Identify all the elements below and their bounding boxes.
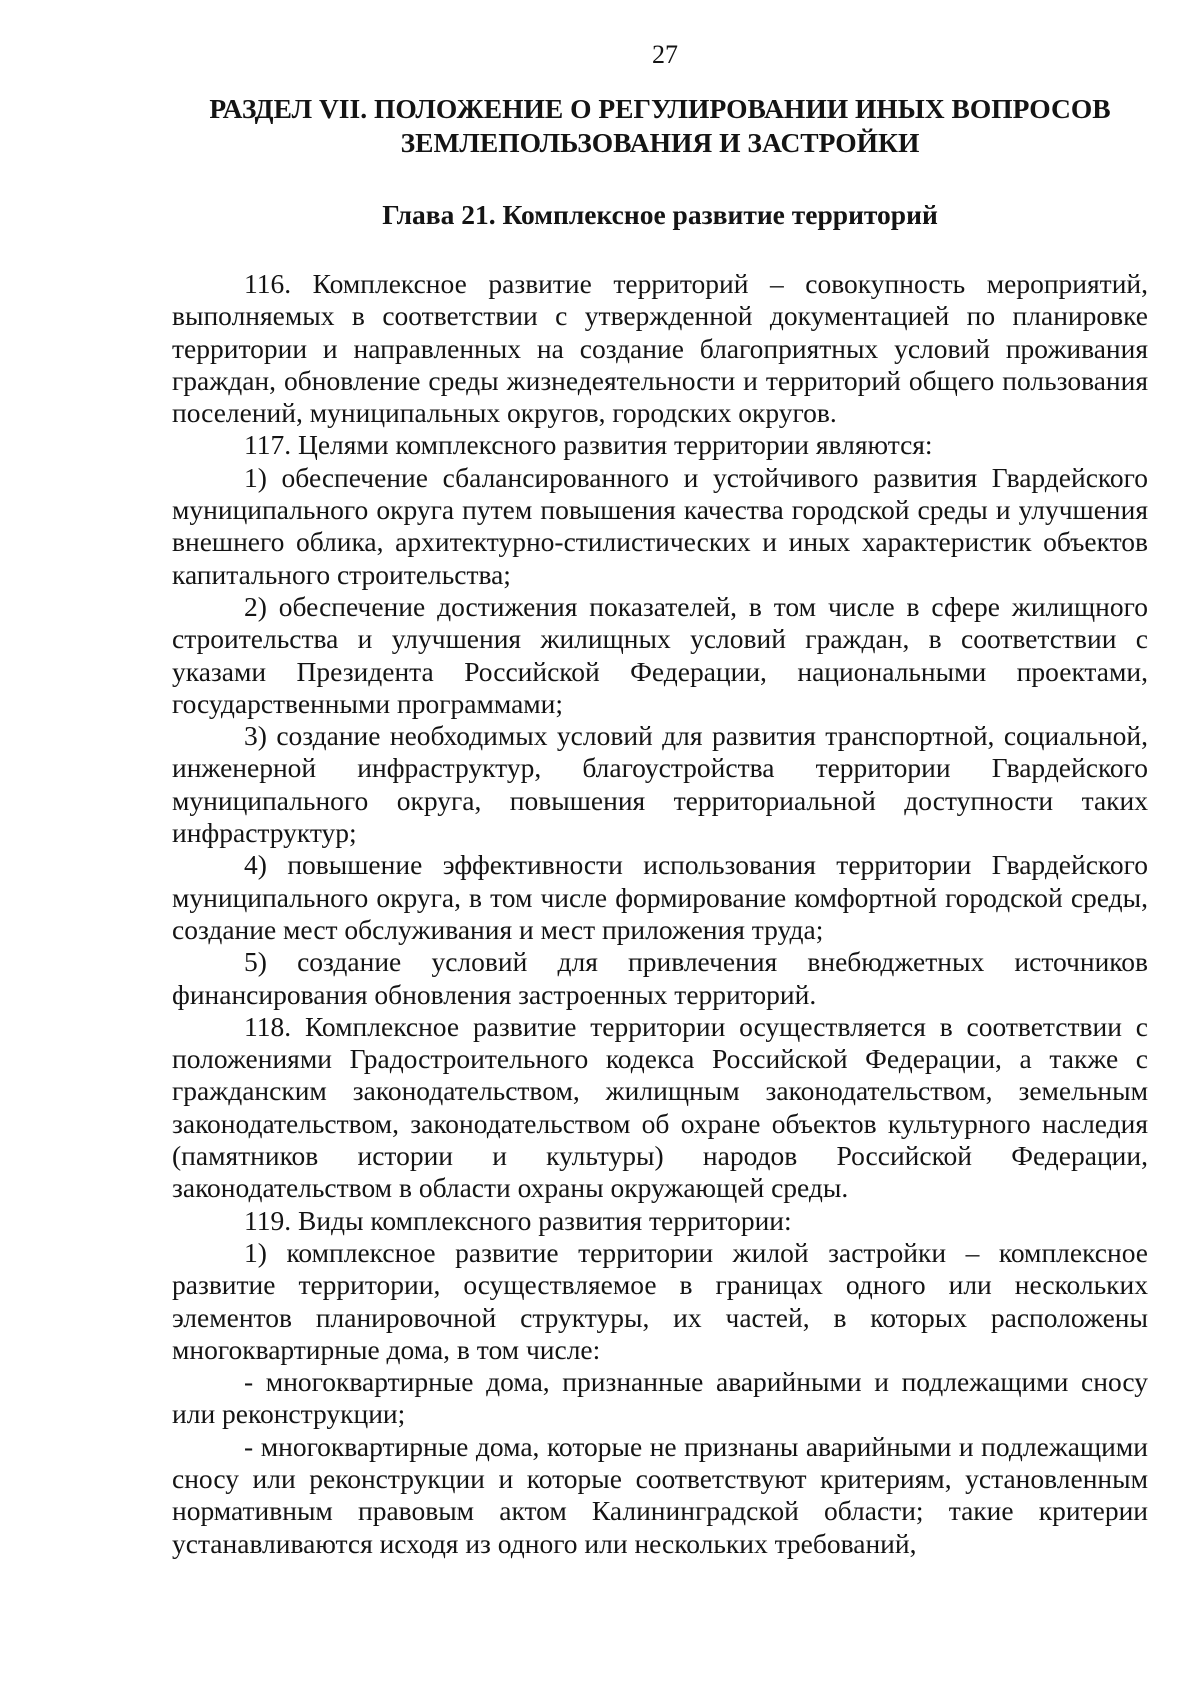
section-title-line-1: РАЗДЕЛ VII. ПОЛОЖЕНИЕ О РЕГУЛИРОВАНИИ ИНЫХ ВОПРОСОВ <box>209 93 1111 124</box>
dash-item-1: - многоквартирные дома, признанные аварийными и подлежащими сносу или реконструкции; <box>172 1366 1148 1430</box>
list-item-117-2: 2) обеспечение достижения показателей, в том числе в сфере жилищного строительства и улучшения жилищных условий граждан, в соответствии с указами Президента Российской Федерации, национальными проектами, государственными программами; <box>172 590 1148 719</box>
list-item-117-4: 4) повышение эффективности использования территории Гвардейского муниципального округа, в том числе формирование комфортной городской среды, создание мест обслуживания и мест приложения труда; <box>172 849 1148 945</box>
paragraph-116: 116. Комплексное развитие территорий – совокупность мероприятий, выполняемых в соответствии с утвержденной документацией по планировке территории и направленных на создание благоприятных условий проживания граждан, обновление среды жизнедеятельности и территорий общего пользования поселений, муниципальных округов, городских округов. <box>172 268 1148 429</box>
paragraph-117: 117. Целями комплексного развития территории являются: <box>244 429 933 461</box>
list-item-117-1: 1) обеспечение сбалансированного и устойчивого развития Гвардейского муниципального округа путем повышения качества городской среды и улучшения внешнего облика, архитектурно-стилистических и иных характеристик объектов капитального строительства; <box>172 461 1148 590</box>
document-body <box>172 268 1148 1560</box>
dash-item-2: - многоквартирные дома, которые не признаны аварийными и подлежащими сносу или реконструкции и которые соответствуют критериям, установленным нормативным правовым актом Калининградской области; такие критерии устанавливаются исходя из одного или нескольких требований, <box>172 1430 1148 1559</box>
list-item-117-5: 5) создание условий для привлечения внебюджетных источников финансирования обновления застроенных территорий. <box>172 946 1148 1010</box>
paragraph-118: 118. Комплексное развитие территории осуществляется в соответствии с положениями Градостроительного кодекса Российской Федерации, а также с гражданским законодательством, жилищным законодательством, земельным законодательством, законодательством об охране объектов культурного наследия (памятников истории и культуры) народов Российской Федерации, законодательством в области охраны окружающей среды. <box>172 1010 1148 1204</box>
page-number: 27 <box>652 40 678 69</box>
list-item-119-1: 1) комплексное развитие территории жилой застройки – комплексное развитие территории, осуществляемое в границах одного или нескольких элементов планировочной структуры, их частей, в которых расположены многоквартирные дома, в том числе: <box>172 1236 1148 1365</box>
document-page <box>172 40 1148 1560</box>
paragraph-119: 119. Виды комплексного развития территории: <box>244 1204 792 1236</box>
list-item-117-3: 3) создание необходимых условий для развития транспортной, социальной, инженерной инфраструктур, благоустройства территории Гвардейского муниципального округа, повышения территориальной доступности таких инфраструктур; <box>172 720 1148 849</box>
chapter-title: Глава 21. Комплексное развитие территорий <box>382 199 938 230</box>
section-title-line-2: ЗЕМЛЕПОЛЬЗОВАНИЯ И ЗАСТРОЙКИ <box>400 127 920 158</box>
section-heading <box>172 92 1148 160</box>
